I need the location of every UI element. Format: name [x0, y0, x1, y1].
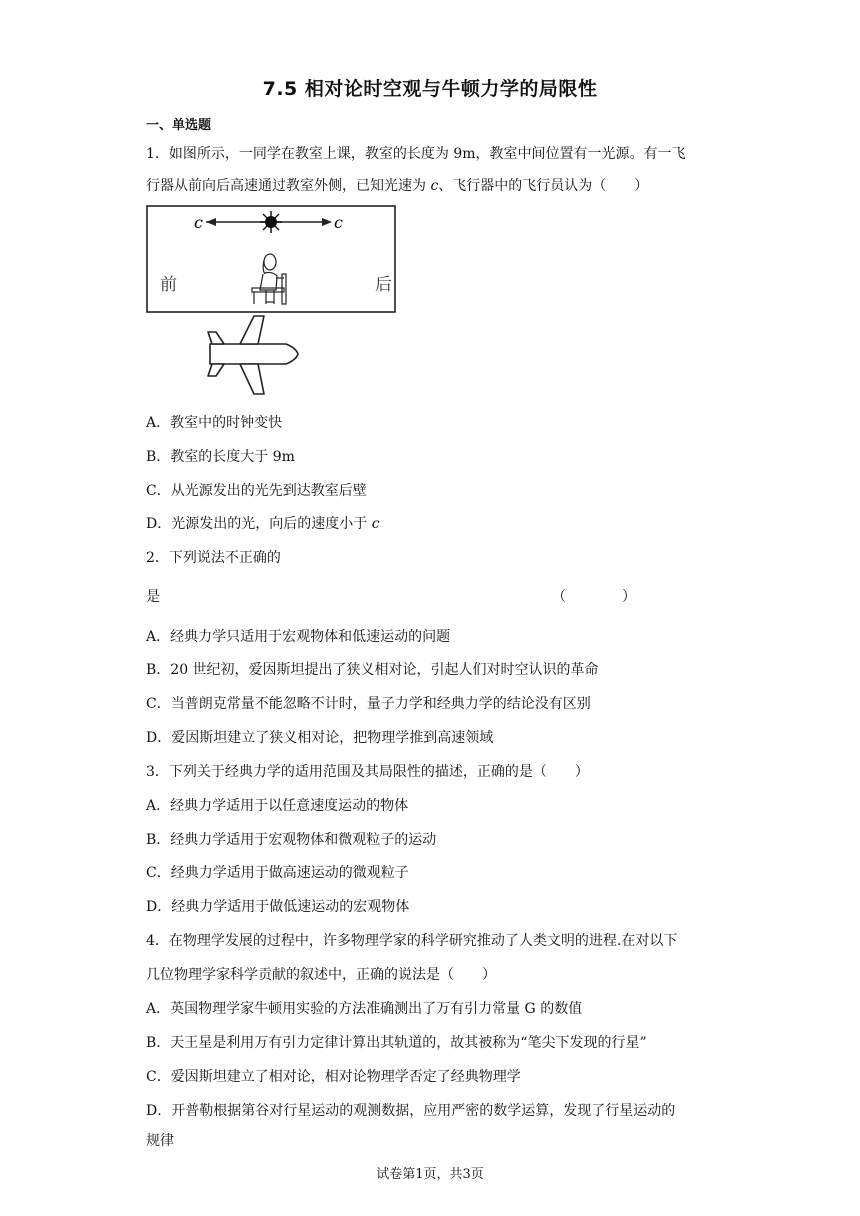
front-label: 前	[160, 275, 177, 295]
q4-stem-line1: 4．在物理学发展的过程中，许多物理学家的科学研究推动了人类文明的进程.在对以下	[146, 933, 678, 949]
airplane-icon	[208, 316, 298, 394]
q1-stem-text-b: 、飞行器中的飞行员认为（ ）	[438, 178, 649, 194]
q3-stem-line1: 3．下列关于经典力学的适用范围及其局限性的描述，正确的是（ ）	[146, 764, 589, 780]
left-c-label: c	[194, 213, 203, 232]
q2-stem-line2: 是	[146, 589, 160, 605]
page-title: 7.5 相对论时空观与牛顿力学的局限性	[262, 78, 598, 100]
q2-option-b: B．20 世纪初，爱因斯坦提出了狭义相对论，引起人们对时空认识的革命	[146, 662, 599, 678]
q1-stem-line2	[146, 175, 648, 195]
q4-option-a: A．英国物理学家牛顿用实验的方法准确测出了万有引力常量 G 的数值	[146, 1001, 583, 1017]
student-icon	[252, 254, 286, 304]
q1-stem-line1: 1．如图所示，一同学在教室上课，教室的长度为 9m，教室中间位置有一光源。有一飞	[146, 146, 686, 162]
q3-option-a: A．经典力学适用于以任意速度运动的物体	[146, 798, 409, 814]
q4-stem-line2: 几位物理学家科学贡献的叙述中，正确的说法是（ ）	[146, 967, 496, 983]
q2-option-d: D．爱因斯坦建立了狭义相对论，把物理学推到高速领域	[146, 730, 494, 746]
q3-option-b: B．经典力学适用于宏观物体和微观粒子的运动	[146, 832, 437, 848]
q2-option-a: A．经典力学只适用于宏观物体和低速运动的问题	[146, 629, 451, 645]
q1-option-c: C．从光源发出的光先到达教室后壁	[146, 483, 367, 499]
classroom-diagram	[146, 204, 406, 404]
back-label: 后	[375, 275, 392, 295]
q1-option-b: B．教室的长度大于 9m	[146, 449, 295, 465]
q1-light-speed-symbol: c	[430, 178, 439, 194]
q4-option-d: D．开普勒根据第谷对行星运动的观测数据，应用严密的数学运算，发现了行星运动的	[146, 1103, 676, 1119]
q1-option-d-c: c	[371, 516, 380, 532]
q4-option-d-continued: 规律	[146, 1133, 174, 1149]
q1-figure	[146, 204, 406, 408]
q4-option-c: C．爱因斯坦建立了相对论，相对论物理学否定了经典物理学	[146, 1069, 521, 1085]
q2-answer-paren: （ ）	[552, 589, 636, 605]
section-heading: 一、单选题	[146, 118, 212, 133]
q3-option-d: D．经典力学适用于做低速运动的宏观物体	[146, 899, 410, 915]
q1-option-a: A．教室中的时钟变快	[146, 415, 283, 431]
q4-option-b: B．天王星是利用万有引力定律计算出其轨道的，故其被称为“笔尖下发现的行星”	[146, 1035, 647, 1051]
q1-stem-text-a: 行器从前向后高速通过教室外侧，已知光速为	[146, 178, 431, 194]
q1-option-d	[146, 513, 380, 533]
q2-option-c: C．当普朗克常量不能忽略不计时，量子力学和经典力学的结论没有区别	[146, 696, 591, 712]
page-footer: 试卷第1页，共3页	[376, 1167, 484, 1182]
light-source-icon	[260, 211, 282, 233]
right-arrow-head	[322, 218, 332, 226]
left-arrow-head	[206, 218, 216, 226]
q2-stem-line1: 2．下列说法不正确的	[146, 550, 281, 566]
q1-option-d-text: D．光源发出的光，向后的速度小于	[146, 516, 372, 532]
q3-option-c: C．经典力学适用于做高速运动的微观粒子	[146, 865, 409, 881]
right-c-label: c	[334, 213, 343, 232]
